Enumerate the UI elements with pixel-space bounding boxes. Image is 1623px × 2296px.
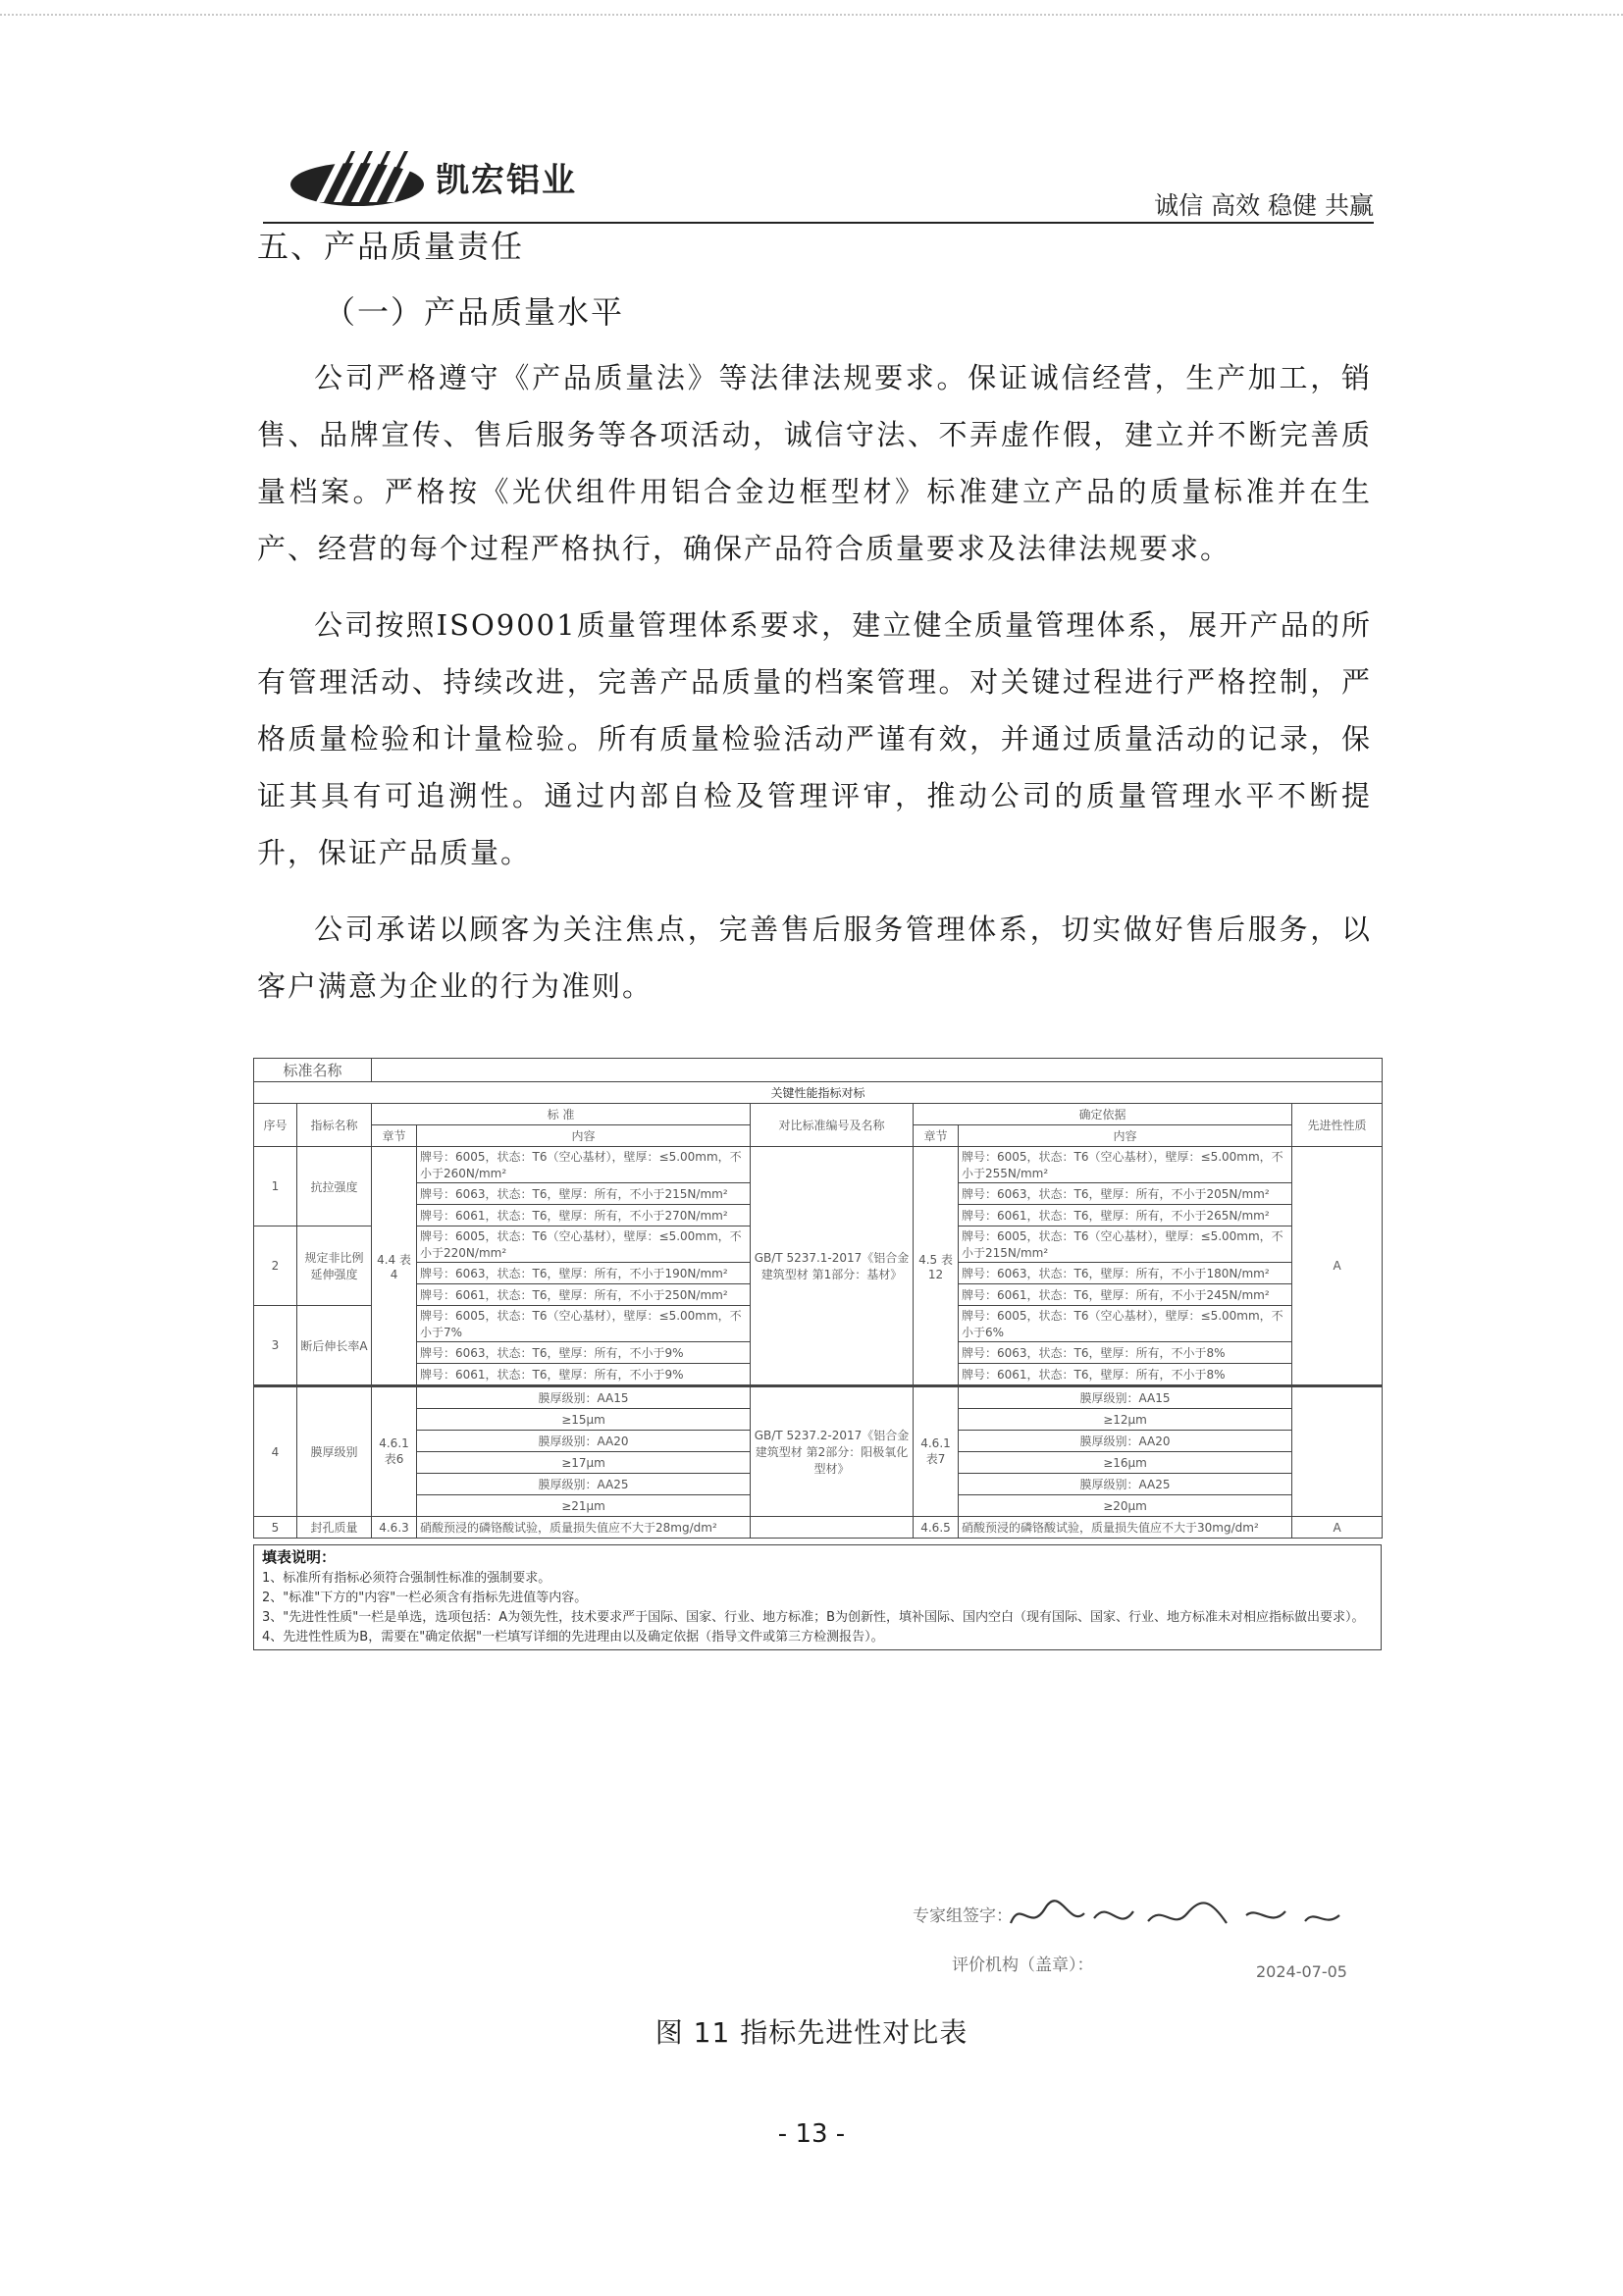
section-title: 五、产品质量责任 [257, 228, 525, 265]
standard-item: 牌号：6005，状态：T6（空心基材），壁厚：≤5.00mm，不小于220N/mm² [417, 1226, 751, 1263]
table-title: 关键性能指标对标 [254, 1082, 1383, 1104]
film-item: 膜厚级别：AA20 [417, 1431, 751, 1452]
standard-name-value [372, 1059, 1383, 1082]
film-item: ≥15μm [417, 1409, 751, 1431]
note-item: 4、先进性性质为B，需要在"确定依据"一栏填写详细的先进理由以及确定依据（指导文件或第三方检测报告）。 [262, 1630, 884, 1644]
basis-item: 牌号：6005，状态：T6（空心基材），壁厚：≤5.00mm，不小于215N/mm² [959, 1226, 1292, 1263]
subsection-title: （一）产品质量水平 [324, 293, 625, 331]
top-border [0, 14, 1623, 16]
row-no: 5 [254, 1517, 297, 1539]
standard-item: 牌号：6063，状态：T6，壁厚：所有，不小于190N/mm² [417, 1263, 751, 1284]
note-item: 3、"先进性性质"一栏是单选，选项包括：A为领先性，技术要求严于国际、国家、行业、地方标准；B为创新性，填补国际、国内空白（现有国际、国家、行业、地方标准未对相应指标做出要求）。 [262, 1610, 1365, 1625]
film-item: 膜厚级别：AA25 [417, 1474, 751, 1495]
header-standard: 标 准 [372, 1104, 751, 1125]
standard-name-label: 标准名称 [254, 1059, 372, 1082]
group-ref-chapter: 4.5 表12 [914, 1147, 959, 1386]
standard-item: 牌号：6061，状态：T6，壁厚：所有，不小于250N/mm² [417, 1284, 751, 1306]
header-content-2: 内容 [959, 1125, 1292, 1147]
basis-item: 牌号：6061，状态：T6，壁厚：所有，不小于8% [959, 1364, 1292, 1386]
seal-item: 硝酸预浸的磷铬酸试验，质量损失值应不大于28mg/dm² [417, 1517, 751, 1539]
seal-basis: 硝酸预浸的磷铬酸试验，质量损失值应不大于30mg/dm² [959, 1517, 1292, 1539]
header-slogan: 诚信 高效 稳健 共赢 [1154, 191, 1374, 220]
seal-ref-chapter: 4.6.5 [914, 1517, 959, 1539]
film-item: 膜厚级别：AA15 [417, 1386, 751, 1409]
note-item: 2、"标准"下方的"内容"一栏必须含有指标先进值等内容。 [262, 1591, 588, 1605]
row-no: 4 [254, 1386, 297, 1517]
standard-item: 牌号：6061，状态：T6，壁厚：所有，不小于270N/mm² [417, 1205, 751, 1226]
indicator-comparison-table [253, 1058, 1382, 1745]
seal-advance: A [1292, 1517, 1383, 1539]
film-item: ≥17μm [417, 1452, 751, 1474]
film-basis: ≥12μm [959, 1409, 1292, 1431]
paragraph-2: 公司按照ISO9001质量管理体系要求，建立健全质量管理体系，展开产品的所有管理活动、持续改进，完善产品质量的档案管理。对关键过程进行严格控制，严格质量检验和计量检验。所有质量检验活动严谨有效，并通过质量活动的记录，保证其具有可追溯性。通过内部自检及管理评审，推动公司的质量管理水平不断提升，保证产品质量。 [257, 608, 1372, 869]
film-basis: ≥20μm [959, 1495, 1292, 1517]
header-ref-std: 对比标准编号及名称 [751, 1104, 914, 1147]
film-basis: 膜厚级别：AA25 [959, 1474, 1292, 1495]
group-advance: A [1292, 1147, 1383, 1386]
paragraph-1: 公司严格遵守《产品质量法》等法律法规要求。保证诚信经营，生产加工，销售、品牌宣传、售后服务等各项活动，诚信守法、不弄虚作假，建立并不断完善质量档案。严格按《光伏组件用铝合金边框型材》标准建立产品的质量标准并在生产、经营的每个过程严格执行，确保产品符合质量要求及法律法规要求。 [257, 361, 1372, 565]
row-indicator: 封孔质量 [297, 1517, 372, 1539]
basis-item: 牌号：6061，状态：T6，壁厚：所有，不小于265N/mm² [959, 1205, 1292, 1226]
film-basis: ≥16μm [959, 1452, 1292, 1474]
figure-caption: 图 11 指标先进性对比表 [654, 2016, 969, 2049]
film-ref-chapter: 4.6.1 表7 [914, 1386, 959, 1517]
org-label: 评价机构（盖章）： [952, 1956, 1094, 1975]
standard-item: 牌号：6061，状态：T6，壁厚：所有，不小于9% [417, 1364, 751, 1386]
basis-item: 牌号：6005，状态：T6（空心基材），壁厚：≤5.00mm，不小于255N/mm² [959, 1147, 1292, 1183]
seal-chapter: 4.6.3 [372, 1517, 417, 1539]
header-chapter: 章节 [372, 1125, 417, 1147]
standard-item: 牌号：6063，状态：T6，壁厚：所有，不小于9% [417, 1342, 751, 1364]
standard-item: 牌号：6063，状态：T6，壁厚：所有，不小于215N/mm² [417, 1183, 751, 1205]
notes-title: 填表说明： [262, 1548, 337, 1566]
header-content: 内容 [417, 1125, 751, 1147]
group-chapter: 4.4 表4 [372, 1147, 417, 1386]
film-basis: 膜厚级别：AA15 [959, 1386, 1292, 1409]
signature-label: 专家组签字： [913, 1906, 1013, 1926]
brand-logo-icon [287, 141, 434, 210]
signature-date: 2024-07-05 [1256, 1962, 1347, 1981]
film-chapter: 4.6.1 表6 [372, 1386, 417, 1517]
film-ref-standard: GB/T 5237.2-2017《铝合金建筑型材 第2部分：阳极氧化型材》 [751, 1386, 914, 1517]
row-indicator: 抗拉强度 [297, 1147, 372, 1226]
header-chapter-2: 章节 [914, 1125, 959, 1147]
basis-item: 牌号：6063，状态：T6，壁厚：所有，不小于205N/mm² [959, 1183, 1292, 1205]
group-ref-standard: GB/T 5237.1-2017《铝合金建筑型材 第1部分：基材》 [751, 1147, 914, 1386]
film-item: ≥21μm [417, 1495, 751, 1517]
standard-item: 牌号：6005，状态：T6（空心基材），壁厚：≤5.00mm，不小于260N/mm² [417, 1147, 751, 1183]
row-indicator: 规定非比例延伸强度 [297, 1226, 372, 1306]
note-item: 1、标准所有指标必须符合强制性标准的强制要求。 [262, 1571, 551, 1586]
standard-item: 牌号：6005，状态：T6（空心基材），壁厚：≤5.00mm，不小于7% [417, 1306, 751, 1342]
table-notes [253, 1544, 1382, 1650]
spec-table [253, 1058, 1383, 1539]
handwritten-signature-icon [1001, 1894, 1354, 1943]
header-advance: 先进性性质 [1292, 1104, 1383, 1147]
basis-item: 牌号：6063，状态：T6，壁厚：所有，不小于180N/mm² [959, 1263, 1292, 1284]
basis-item: 牌号：6005，状态：T6（空心基材），壁厚：≤5.00mm，不小于6% [959, 1306, 1292, 1342]
signature-block [913, 1894, 1384, 1982]
paragraph-3: 公司承诺以顾客为关注焦点，完善售后服务管理体系，切实做好售后服务，以客户满意为企业的行为准则。 [257, 913, 1372, 1003]
row-indicator: 膜厚级别 [297, 1386, 372, 1517]
row-no: 2 [254, 1226, 297, 1306]
row-indicator: 断后伸长率A [297, 1306, 372, 1386]
seal-ref-standard [751, 1517, 914, 1539]
film-advance [1292, 1386, 1383, 1517]
page-number: - 13 - [777, 2119, 846, 2149]
basis-item: 牌号：6061，状态：T6，壁厚：所有，不小于245N/mm² [959, 1284, 1292, 1306]
basis-item: 牌号：6063，状态：T6，壁厚：所有，不小于8% [959, 1342, 1292, 1364]
row-no: 1 [254, 1147, 297, 1226]
page-header [263, 135, 1374, 224]
header-basis: 确定依据 [914, 1104, 1292, 1125]
film-basis: 膜厚级别：AA20 [959, 1431, 1292, 1452]
row-no: 3 [254, 1306, 297, 1386]
brand-name: 凯宏铝业 [436, 161, 577, 200]
header-indicator: 指标名称 [297, 1104, 372, 1147]
header-no: 序号 [254, 1104, 297, 1147]
